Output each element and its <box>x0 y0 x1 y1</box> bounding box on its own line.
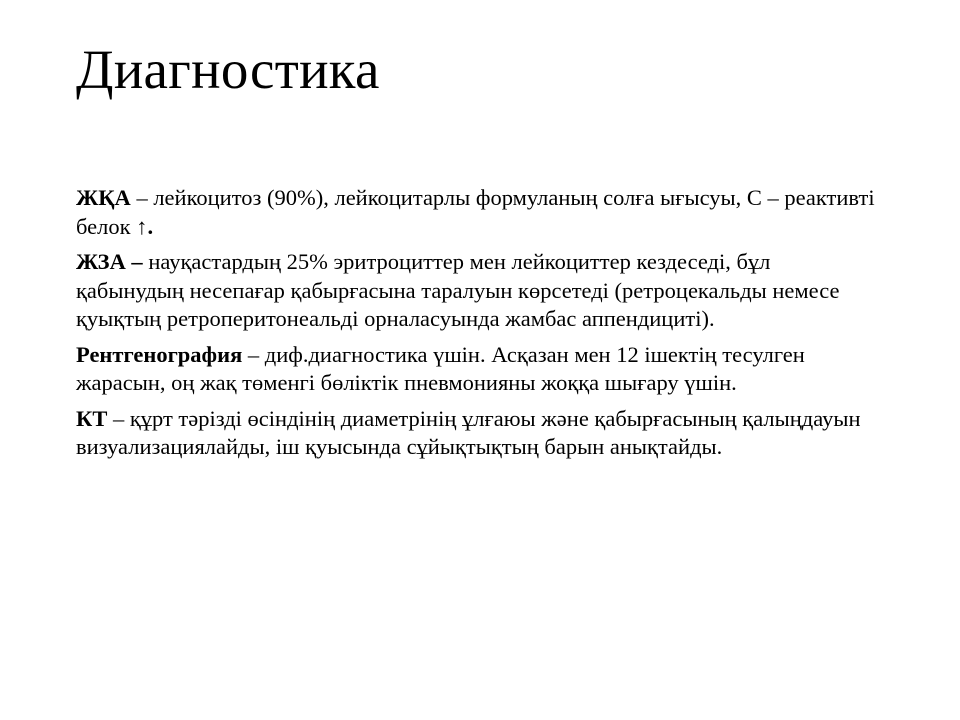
paragraph-ct <box>76 405 876 462</box>
paragraph-zhza <box>76 248 876 334</box>
paragraph-text: науқастардың 25% эритроциттер мен лейкоциттер кездеседі, бұл қабынудың несепағар қабырғасына таралуын көрсетеді (ретроцекальды немесе қуықтың ретроперитонеальді орналасуында жамбас аппендициті). <box>76 249 840 331</box>
paragraph-text: – құрт тәрізді өсіндінің диаметрінің ұлғаюы және қабырғасының қалыңдауын визуализациялайды, іш қуысында сұйықтықтың барын анықтайды. <box>76 405 861 459</box>
paragraph-zhka <box>76 184 876 241</box>
paragraph-text: – лейкоцитоз (90%), лейкоцитарлы формуланың солға ығысуы, С – реактивті белок <box>76 185 875 239</box>
slide-body <box>76 184 876 469</box>
slide-title: Диагностика <box>76 39 380 100</box>
term-ct: КТ <box>76 405 108 431</box>
paragraph-radiography <box>76 341 876 398</box>
term-radiography: Рентгенография <box>76 341 243 367</box>
up-arrow-icon: ↑ <box>136 213 148 239</box>
paragraph-end-mark: . <box>147 213 154 239</box>
term-zhza: ЖЗА – <box>76 249 143 274</box>
paragraph-text: – диф.диагностика үшін. Асқазан мен 12 ішектің тесулген жарасын, оң жақ төменгі бөліктік пневмонияны жоққа шығару үшін. <box>76 341 805 395</box>
term-zhka: ЖҚА <box>76 185 131 210</box>
